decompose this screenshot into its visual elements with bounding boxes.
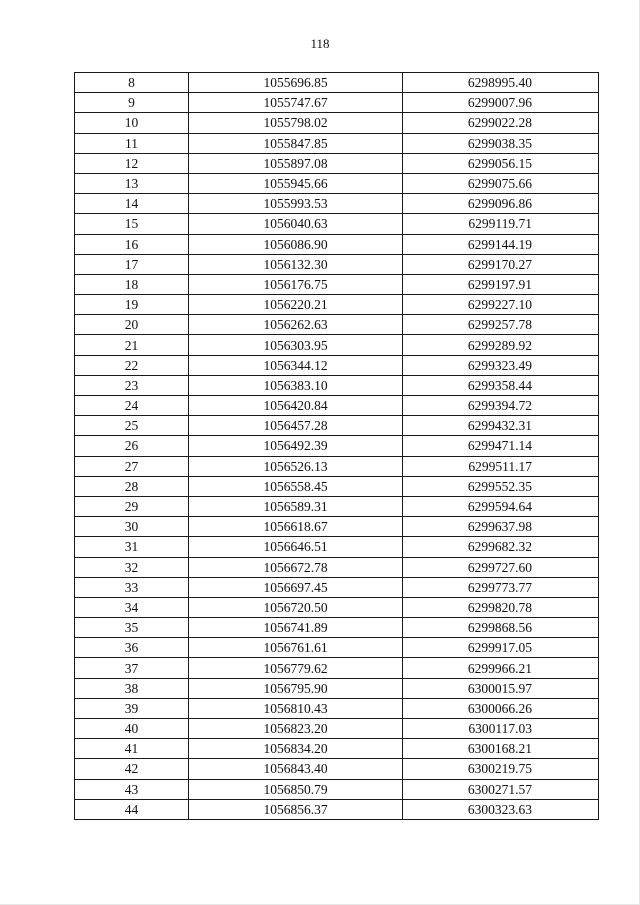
table-row	[75, 618, 599, 638]
y-coordinate-cell: 6299358.44	[403, 375, 599, 395]
x-coordinate-cell: 1056856.37	[189, 799, 403, 819]
table-row	[75, 355, 599, 375]
table-row	[75, 335, 599, 355]
point-number-cell: 31	[75, 537, 189, 557]
y-coordinate-cell: 6299552.35	[403, 476, 599, 496]
table-row	[75, 153, 599, 173]
point-number-cell: 30	[75, 517, 189, 537]
point-number-cell: 36	[75, 638, 189, 658]
x-coordinate-cell: 1056741.89	[189, 618, 403, 638]
table-row	[75, 698, 599, 718]
point-number-cell: 18	[75, 274, 189, 294]
point-number-cell: 33	[75, 577, 189, 597]
x-coordinate-cell: 1056761.61	[189, 638, 403, 658]
y-coordinate-cell: 6299394.72	[403, 396, 599, 416]
point-number-cell: 16	[75, 234, 189, 254]
x-coordinate-cell: 1056810.43	[189, 698, 403, 718]
x-coordinate-cell: 1056420.84	[189, 396, 403, 416]
point-number-cell: 44	[75, 799, 189, 819]
y-coordinate-cell: 6299917.05	[403, 638, 599, 658]
x-coordinate-cell: 1056344.12	[189, 355, 403, 375]
x-coordinate-cell: 1056457.28	[189, 416, 403, 436]
y-coordinate-cell: 6300066.26	[403, 698, 599, 718]
y-coordinate-cell: 6299170.27	[403, 254, 599, 274]
y-coordinate-cell: 6300271.57	[403, 779, 599, 799]
y-coordinate-cell: 6299594.64	[403, 496, 599, 516]
table-row	[75, 678, 599, 698]
y-coordinate-cell: 6299257.78	[403, 315, 599, 335]
y-coordinate-cell: 6299682.32	[403, 537, 599, 557]
point-number-cell: 27	[75, 456, 189, 476]
point-number-cell: 17	[75, 254, 189, 274]
point-number-cell: 37	[75, 658, 189, 678]
table-row	[75, 93, 599, 113]
y-coordinate-cell: 6299144.19	[403, 234, 599, 254]
x-coordinate-cell: 1056303.95	[189, 335, 403, 355]
y-coordinate-cell: 6299289.92	[403, 335, 599, 355]
point-number-cell: 43	[75, 779, 189, 799]
y-coordinate-cell: 6299471.14	[403, 436, 599, 456]
point-number-cell: 10	[75, 113, 189, 133]
table-row	[75, 476, 599, 496]
x-coordinate-cell: 1055696.85	[189, 73, 403, 93]
table-row	[75, 254, 599, 274]
point-number-cell: 28	[75, 476, 189, 496]
x-coordinate-cell: 1056176.75	[189, 274, 403, 294]
point-number-cell: 11	[75, 133, 189, 153]
y-coordinate-cell: 6299022.28	[403, 113, 599, 133]
x-coordinate-cell: 1056558.45	[189, 476, 403, 496]
point-number-cell: 40	[75, 719, 189, 739]
table-row	[75, 194, 599, 214]
point-number-cell: 14	[75, 194, 189, 214]
y-coordinate-cell: 6299096.86	[403, 194, 599, 214]
point-number-cell: 22	[75, 355, 189, 375]
table-row	[75, 517, 599, 537]
table-row	[75, 396, 599, 416]
x-coordinate-cell: 1056618.67	[189, 517, 403, 537]
table-row	[75, 658, 599, 678]
x-coordinate-cell: 1055847.85	[189, 133, 403, 153]
table-row	[75, 113, 599, 133]
table-row	[75, 315, 599, 335]
table-row	[75, 638, 599, 658]
y-coordinate-cell: 6299075.66	[403, 173, 599, 193]
x-coordinate-cell: 1056823.20	[189, 719, 403, 739]
x-coordinate-cell: 1056779.62	[189, 658, 403, 678]
y-coordinate-cell: 6299637.98	[403, 517, 599, 537]
y-coordinate-cell: 6299119.71	[403, 214, 599, 234]
y-coordinate-cell: 6300117.03	[403, 719, 599, 739]
point-number-cell: 26	[75, 436, 189, 456]
point-number-cell: 13	[75, 173, 189, 193]
y-coordinate-cell: 6299432.31	[403, 416, 599, 436]
x-coordinate-cell: 1056720.50	[189, 597, 403, 617]
point-number-cell: 8	[75, 73, 189, 93]
x-coordinate-cell: 1056040.63	[189, 214, 403, 234]
x-coordinate-cell: 1056697.45	[189, 577, 403, 597]
y-coordinate-cell: 6299038.35	[403, 133, 599, 153]
coordinates-table-body	[75, 73, 599, 820]
x-coordinate-cell: 1056795.90	[189, 678, 403, 698]
coordinates-table	[74, 72, 599, 820]
y-coordinate-cell: 6300015.97	[403, 678, 599, 698]
x-coordinate-cell: 1056589.31	[189, 496, 403, 516]
x-coordinate-cell: 1056646.51	[189, 537, 403, 557]
point-number-cell: 21	[75, 335, 189, 355]
y-coordinate-cell: 6299007.96	[403, 93, 599, 113]
table-row	[75, 719, 599, 739]
point-number-cell: 23	[75, 375, 189, 395]
y-coordinate-cell: 6299227.10	[403, 295, 599, 315]
table-row	[75, 496, 599, 516]
x-coordinate-cell: 1056843.40	[189, 759, 403, 779]
table-row	[75, 173, 599, 193]
x-coordinate-cell: 1056672.78	[189, 557, 403, 577]
table-row	[75, 133, 599, 153]
x-coordinate-cell: 1055798.02	[189, 113, 403, 133]
table-row	[75, 295, 599, 315]
y-coordinate-cell: 6299966.21	[403, 658, 599, 678]
x-coordinate-cell: 1056526.13	[189, 456, 403, 476]
x-coordinate-cell: 1055945.66	[189, 173, 403, 193]
x-coordinate-cell: 1055993.53	[189, 194, 403, 214]
point-number-cell: 19	[75, 295, 189, 315]
point-number-cell: 9	[75, 93, 189, 113]
y-coordinate-cell: 6299773.77	[403, 577, 599, 597]
y-coordinate-cell: 6299868.56	[403, 618, 599, 638]
point-number-cell: 42	[75, 759, 189, 779]
table-row	[75, 416, 599, 436]
point-number-cell: 29	[75, 496, 189, 516]
x-coordinate-cell: 1056262.63	[189, 315, 403, 335]
table-row	[75, 375, 599, 395]
point-number-cell: 25	[75, 416, 189, 436]
point-number-cell: 39	[75, 698, 189, 718]
point-number-cell: 35	[75, 618, 189, 638]
y-coordinate-cell: 6299323.49	[403, 355, 599, 375]
point-number-cell: 20	[75, 315, 189, 335]
x-coordinate-cell: 1056834.20	[189, 739, 403, 759]
x-coordinate-cell: 1055747.67	[189, 93, 403, 113]
table-row	[75, 214, 599, 234]
x-coordinate-cell: 1056086.90	[189, 234, 403, 254]
y-coordinate-cell: 6299511.17	[403, 456, 599, 476]
table-row	[75, 577, 599, 597]
y-coordinate-cell: 6299056.15	[403, 153, 599, 173]
x-coordinate-cell: 1056850.79	[189, 779, 403, 799]
y-coordinate-cell: 6299727.60	[403, 557, 599, 577]
table-row	[75, 73, 599, 93]
table-row	[75, 779, 599, 799]
table-row	[75, 234, 599, 254]
page-number: 118	[310, 36, 330, 51]
point-number-cell: 41	[75, 739, 189, 759]
table-row	[75, 274, 599, 294]
table-row	[75, 759, 599, 779]
point-number-cell: 24	[75, 396, 189, 416]
table-row	[75, 799, 599, 819]
table-row	[75, 557, 599, 577]
y-coordinate-cell: 6300323.63	[403, 799, 599, 819]
x-coordinate-cell: 1056220.21	[189, 295, 403, 315]
x-coordinate-cell: 1055897.08	[189, 153, 403, 173]
point-number-cell: 38	[75, 678, 189, 698]
y-coordinate-cell: 6298995.40	[403, 73, 599, 93]
point-number-cell: 15	[75, 214, 189, 234]
table-row	[75, 436, 599, 456]
table-row	[75, 537, 599, 557]
point-number-cell: 34	[75, 597, 189, 617]
y-coordinate-cell: 6300168.21	[403, 739, 599, 759]
point-number-cell: 12	[75, 153, 189, 173]
y-coordinate-cell: 6299820.78	[403, 597, 599, 617]
point-number-cell: 32	[75, 557, 189, 577]
y-coordinate-cell: 6300219.75	[403, 759, 599, 779]
x-coordinate-cell: 1056492.39	[189, 436, 403, 456]
table-row	[75, 456, 599, 476]
table-row	[75, 597, 599, 617]
x-coordinate-cell: 1056383.10	[189, 375, 403, 395]
table-row	[75, 739, 599, 759]
y-coordinate-cell: 6299197.91	[403, 274, 599, 294]
x-coordinate-cell: 1056132.30	[189, 254, 403, 274]
